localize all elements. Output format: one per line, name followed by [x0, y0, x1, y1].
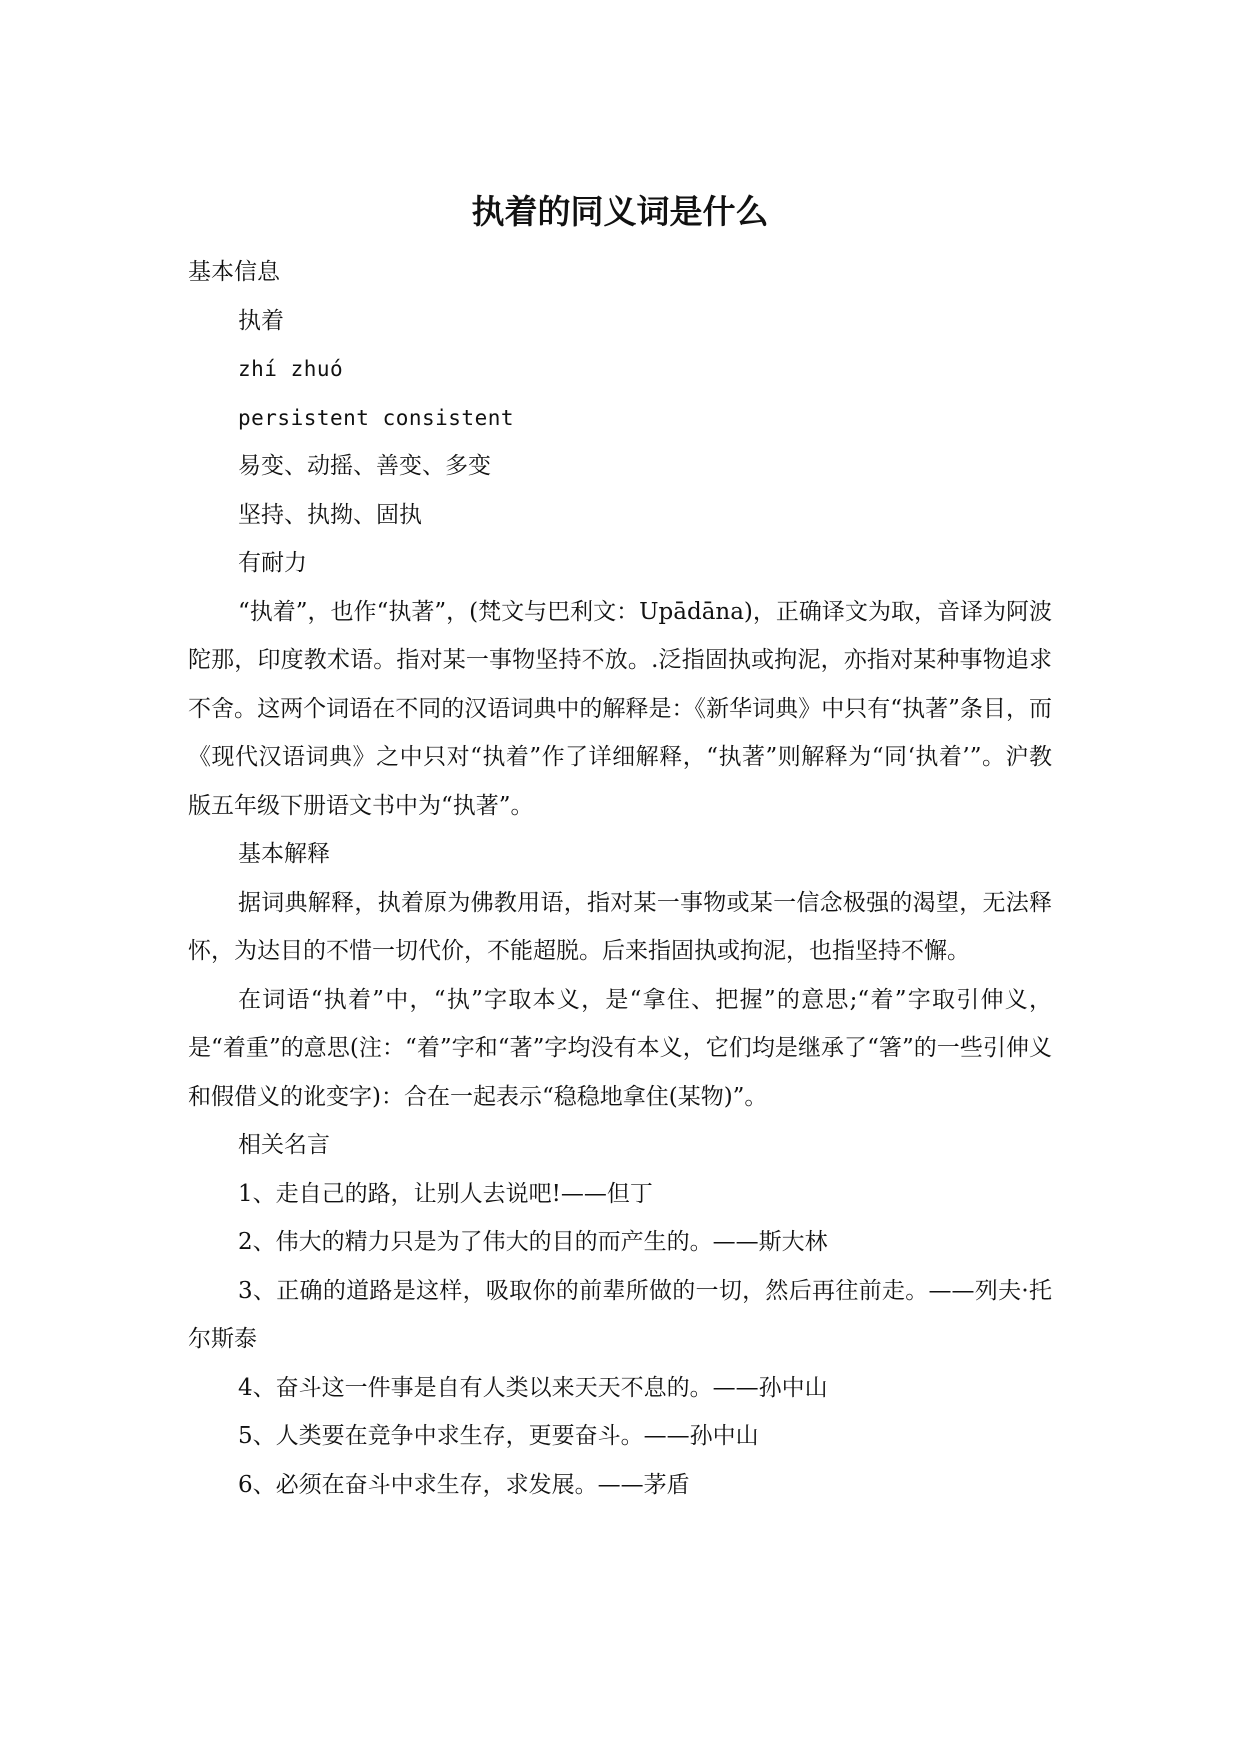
paragraph: 有耐力 [238, 550, 307, 576]
section-heading: 基本解释 [238, 841, 330, 867]
paragraph: “执着”，也作“执著”，(梵文与巴利文：Upādāna)，正确译文为取，音译为阿波陀那，印度教术语。指对某一事物坚持不放。.泛指固执或拘泥，亦指对某种事物追求不舍。这两个词语在不同的汉语词典中的解释是：《新华词典》中只有“执著”条目，而《现代汉语词典》之中只对“执着”作了详细解释，“执著”则解释为“同‘执着’”。沪教版五年级下册语文书中为“执著”。 [188, 598, 1052, 819]
quote-item: 2、伟大的精力只是为了伟大的目的而产生的。——斯大林 [238, 1229, 828, 1255]
pinyin-line: zhí zhuó [238, 357, 344, 381]
quote-item: 5、人类要在竞争中求生存，更要奋斗。——孙中山 [238, 1423, 759, 1449]
quote-item: 4、奋斗这一件事是自有人类以来天天不息的。——孙中山 [238, 1374, 828, 1401]
paragraph: 执着 [238, 307, 284, 334]
paragraph: 基本信息 [188, 259, 280, 285]
synonyms-line: 坚持、执拗、固执 [238, 501, 422, 528]
document-page [188, 0, 1052, 1754]
english-translation-line: persistent consistent [238, 405, 515, 430]
document-title: 执着的同义词是什么 [471, 192, 769, 231]
document-body [188, 248, 1052, 1509]
paragraph: 据词典解释，执着原为佛教用语，指对某一事物或某一信念极强的渴望，无法释怀，为达目的不惜一切代价，不能超脱。后来指固执或拘泥，也指坚持不懈。 [188, 889, 1052, 964]
quote-item: 1、走自己的路，让别人去说吧!——但丁 [238, 1180, 653, 1207]
paragraph: 在词语“执着”中，“执”字取本义，是“拿住、把握”的意思;“着”字取引伸义，是“着重”的意思(注：“着”字和“著”字均没有本义，它们均是继承了“箸”的一些引伸义和假借义的讹变字)：合在一起表示“稳稳地拿住(某物)”。 [188, 986, 1052, 1110]
quote-item: 6、必须在奋斗中求生存，求发展。——茅盾 [238, 1471, 690, 1498]
section-heading: 相关名言 [238, 1132, 330, 1158]
antonyms-line: 易变、动摇、善变、多变 [238, 453, 491, 479]
quote-item: 3、正确的道路是这样，吸取你的前辈所做的一切，然后再往前走。——列夫·托尔斯泰 [188, 1277, 1052, 1352]
